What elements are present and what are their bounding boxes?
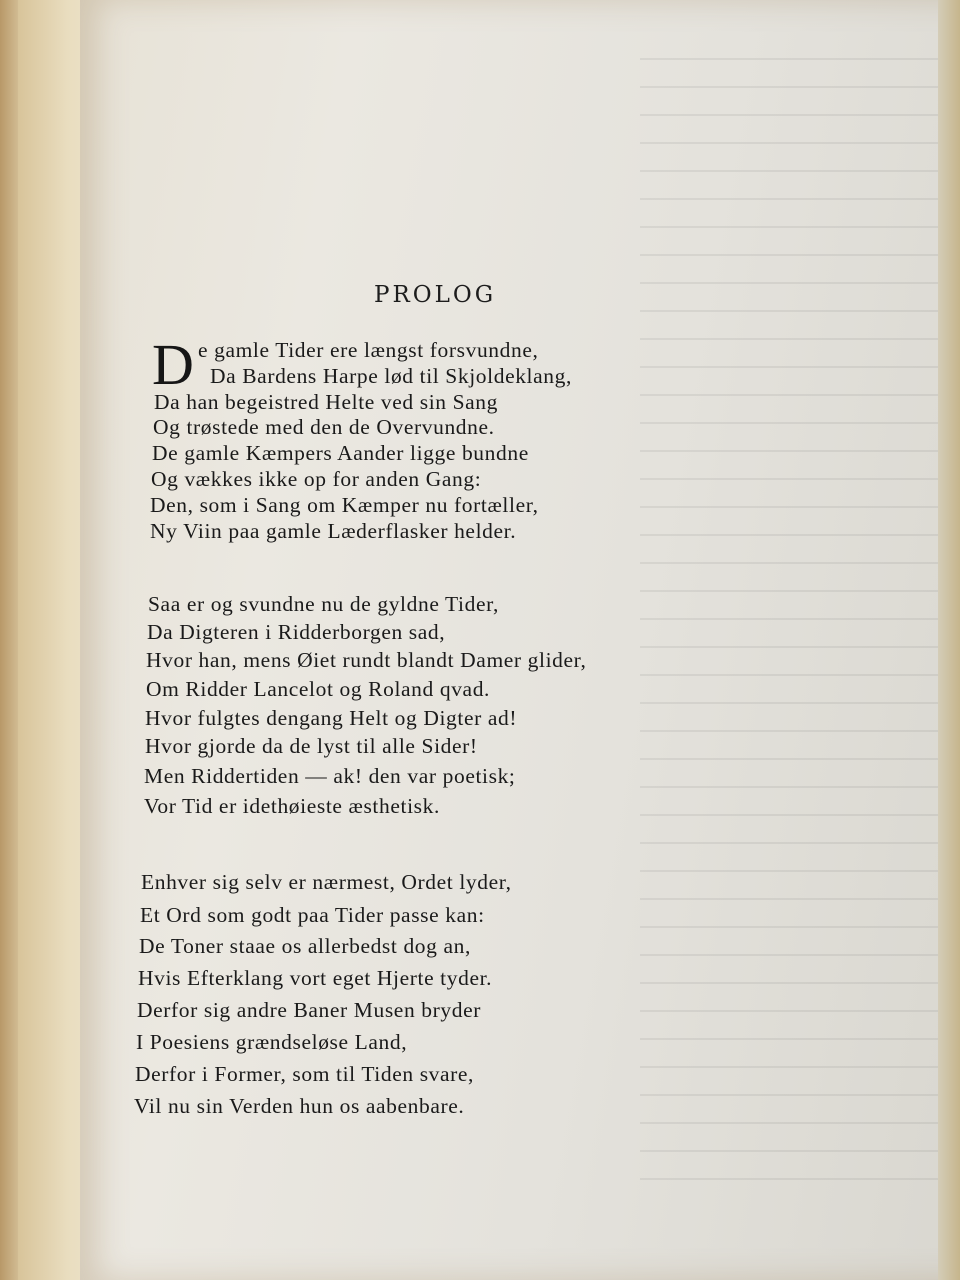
verse-line: Hvor gjorde da de lyst til alle Sider! bbox=[145, 734, 478, 758]
verse-line: Da Bardens Harpe lød til Skjoldeklang, bbox=[210, 364, 572, 388]
verse-line: De Toner staae os allerbedst dog an, bbox=[139, 934, 471, 958]
verse-line: Og trøstede med den de Overvundne. bbox=[153, 415, 495, 439]
verse-line: I Poesiens grændseløse Land, bbox=[136, 1030, 408, 1054]
verse-line: Og vækkes ikke op for anden Gang: bbox=[151, 467, 482, 491]
verse-line: Den, som i Sang om Kæmper nu fortæller, bbox=[150, 493, 539, 517]
drop-cap: D bbox=[152, 332, 194, 397]
verse-line: Da Digteren i Ridderborgen sad, bbox=[147, 620, 446, 644]
verse-line: e gamle Tider ere længst forsvundne, bbox=[198, 338, 539, 362]
verse-line: Et Ord som godt paa Tider passe kan: bbox=[140, 903, 485, 927]
verse-line: Hvor fulgtes dengang Helt og Digter ad! bbox=[145, 706, 518, 730]
verse-line: De gamle Kæmpers Aander ligge bundne bbox=[152, 441, 529, 465]
poem-title: PROLOG bbox=[374, 282, 497, 308]
verse-line: Da han begeistred Helte ved sin Sang bbox=[154, 390, 499, 414]
verse-line: Ny Viin paa gamle Læderflasker helder. bbox=[150, 519, 517, 543]
verse-line: Hvis Efterklang vort eget Hjerte tyder. bbox=[138, 966, 493, 990]
verse-line: Derfor i Former, som til Tiden svare, bbox=[135, 1062, 475, 1086]
verse-line: Om Ridder Lancelot og Roland qvad. bbox=[146, 677, 491, 701]
verse-line: Hvor han, mens Øiet rundt blandt Damer glider, bbox=[146, 648, 587, 672]
show-through-text bbox=[640, 40, 940, 1200]
verse-line: Derfor sig andre Baner Musen bryder bbox=[137, 998, 481, 1022]
verse-line: Vor Tid er idethøieste æsthetisk. bbox=[144, 794, 440, 818]
verse-line: Saa er og svundne nu de gyldne Tider, bbox=[148, 592, 499, 616]
verse-line: Enhver sig selv er nærmest, Ordet lyder, bbox=[141, 870, 512, 894]
verse-line: Men Riddertiden — ak! den var poetisk; bbox=[144, 764, 516, 788]
page-right-edge bbox=[938, 0, 960, 1280]
verse-line: Vil nu sin Verden hun os aabenbare. bbox=[134, 1094, 465, 1118]
